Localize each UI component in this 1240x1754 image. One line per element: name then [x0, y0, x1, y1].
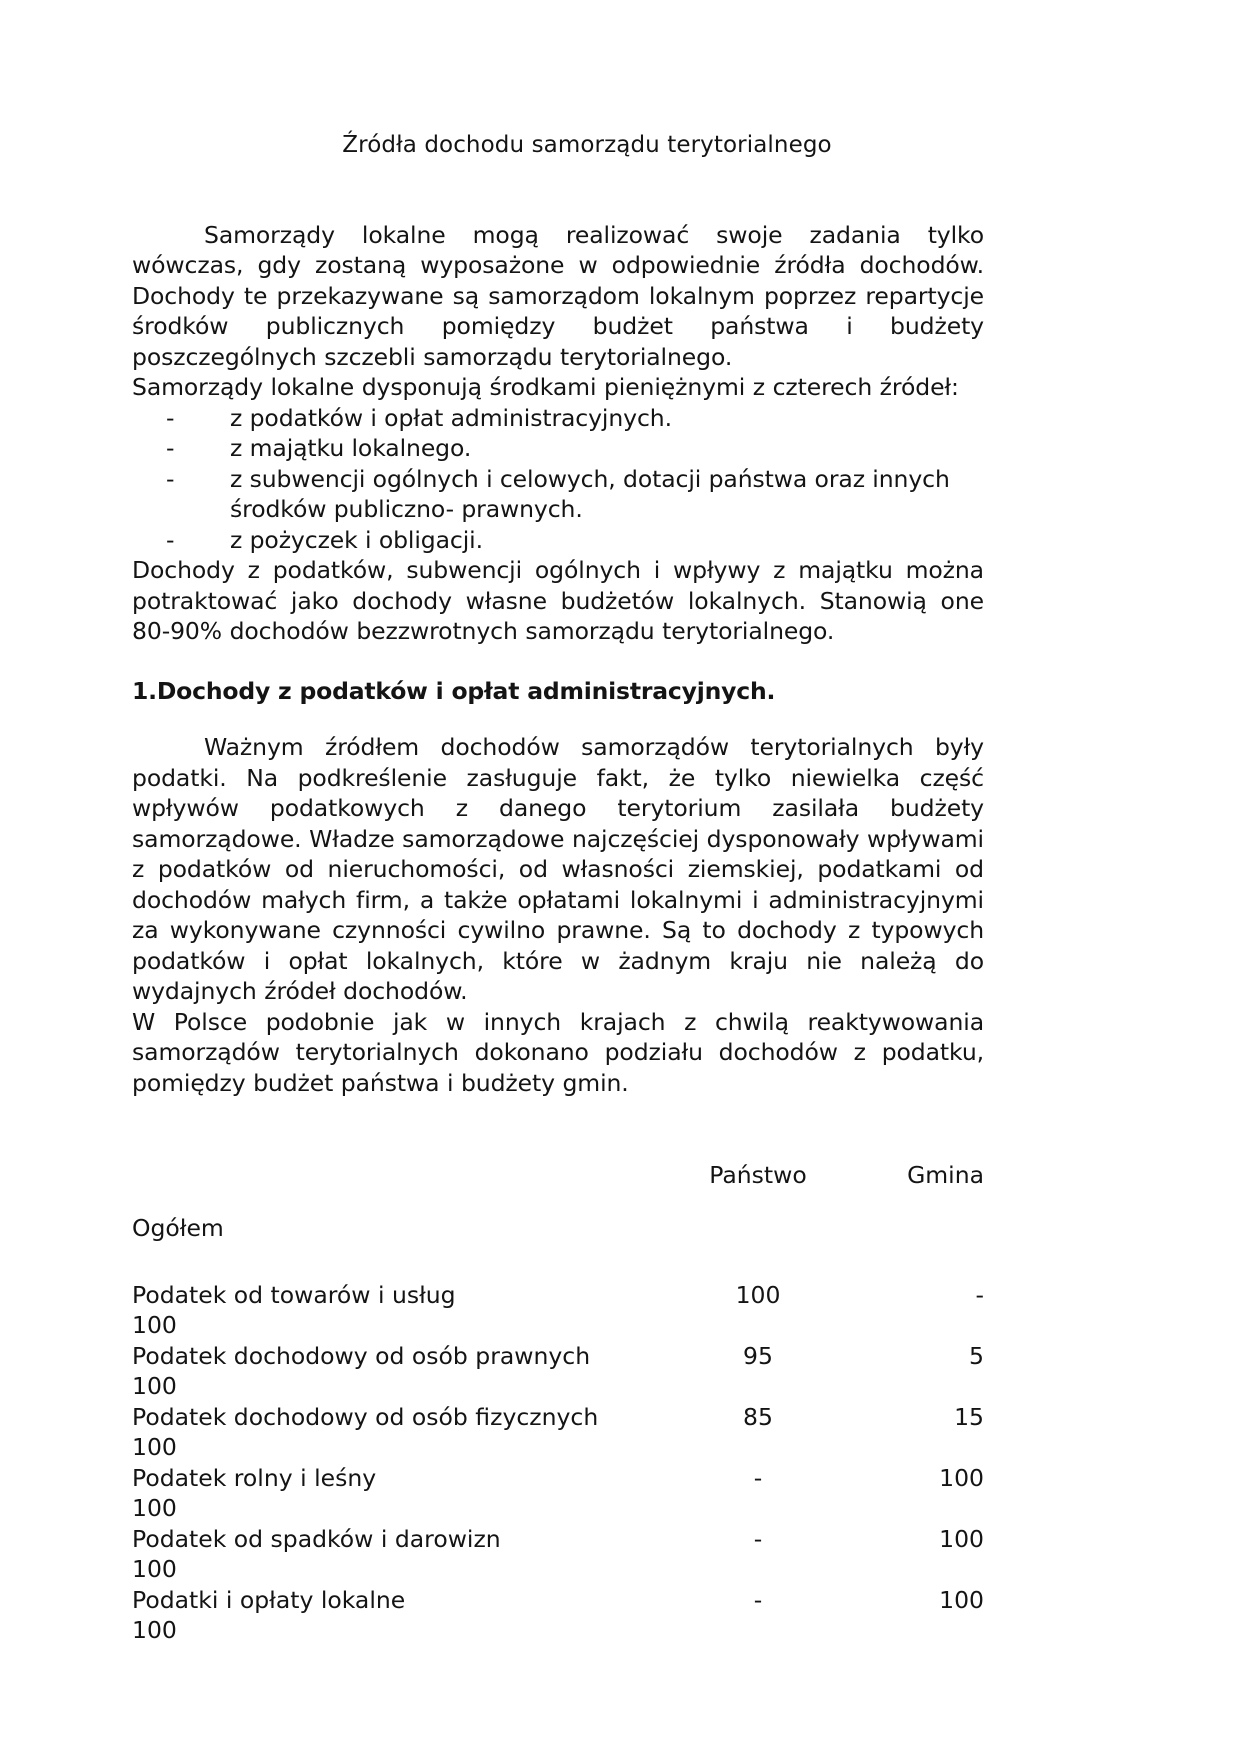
paragraph-poland: W Polsce podobnie jak w innych krajach z chwilą reaktywowania samorządów terytorialnych dokonano podziału dochodów z podatku, pomiędzy budżet państwa i budżety gmin. — [132, 1007, 984, 1097]
row-value-ogolem: 100 — [132, 1372, 177, 1401]
list-item-label: z subwencji ogólnych i celowych, dotacji państwa oraz innych środków publiczno- prawnych. — [230, 464, 950, 524]
row-value-panstwo: - — [753, 1524, 763, 1553]
list-item-label: z pożyczek i obligacji. — [230, 525, 483, 554]
paragraph-taxes: Ważnym źródłem dochodów samorządów terytorialnych były podatki. Na podkreślenie zasługuje fakt, że tylko niewielka część wpływów podatkowych z danego terytorium zasilała budżety samorządowe. Władze samorządowe najczęściej dysponowały wpływami z podatków od nieruchomości, od własności ziemskiej, podatkami od dochodów małych firm, a także opłatami lokalnymi i administracyjnymi za wykonywane czynności cywilno prawne. Są to dochody z typowych podatków i opłat lokalnych, które w żadnym kraju nie należą do wydajnych źródeł dochodów. — [132, 733, 984, 1006]
row-value-panstwo: 100 — [735, 1280, 781, 1309]
title-spacer — [132, 160, 984, 220]
revenue-split-table — [132, 1160, 984, 1646]
list-dash-marker: - — [166, 403, 175, 432]
row-value-panstwo: 95 — [743, 1341, 773, 1370]
row-value-gmina: 100 — [939, 1585, 984, 1614]
row-value-ogolem: 100 — [132, 1433, 177, 1462]
table-row — [132, 1341, 984, 1372]
row-value-gmina: 100 — [939, 1463, 984, 1492]
row-value-gmina: 100 — [939, 1524, 984, 1553]
row-label: Podatek od spadków i darowizn — [132, 1524, 501, 1553]
section-heading-1: 1.Dochody z podatków i opłat administracyjnych. — [132, 676, 776, 705]
row-label: Podatek dochodowy od osób prawnych — [132, 1341, 591, 1370]
row-value-gmina: - — [975, 1280, 984, 1309]
row-value-gmina: 15 — [954, 1402, 984, 1431]
list-dash-marker: - — [166, 525, 175, 554]
row-value-panstwo: - — [753, 1585, 763, 1614]
sources-list — [132, 403, 984, 556]
page-content — [132, 0, 984, 1646]
row-label: Podatek rolny i leśny — [132, 1463, 377, 1492]
table-row — [132, 1524, 984, 1555]
list-item — [132, 403, 984, 434]
list-item-label: z podatków i opłat administracyjnych. — [230, 403, 672, 432]
table-header-row — [132, 1160, 984, 1191]
column-header-panstwo: Państwo — [709, 1161, 807, 1190]
row-label: Podatek od towarów i usług — [132, 1280, 456, 1309]
list-dash-marker: - — [166, 434, 175, 463]
column-header-ogolem: Ogółem — [132, 1214, 224, 1243]
page-title: Źródła dochodu samorządu terytorialnego — [342, 132, 832, 158]
list-dash-marker: - — [166, 464, 175, 493]
paragraph-intro: Samorządy lokalne mogą realizować swoje zadania tylko wówczas, gdy zostaną wyposażone w odpowiednie źródła dochodów. Dochody te przekazywane są samorządom lokalnym poprzez repartycje środków publicznych pomiędzy budżet państwa i budżety poszczególnych szczebli samorządu terytorialnego. — [132, 220, 984, 371]
row-value-ogolem: 100 — [132, 1616, 177, 1645]
row-label: Podatek dochodowy od osób fizycznych — [132, 1402, 599, 1431]
table-row — [132, 1463, 984, 1494]
row-value-panstwo: - — [753, 1463, 763, 1492]
list-item — [132, 433, 984, 464]
list-item — [132, 464, 984, 525]
paragraph-own-revenue: Dochody z podatków, subwencji ogólnych i wpływy z majątku można potraktować jako dochody własne budżetów lokalnych. Stanowią one 80-90% dochodów bezzwrotnych samorządu terytorialnego. — [132, 556, 984, 646]
table-body — [132, 1280, 984, 1646]
row-label: Podatki i opłaty lokalne — [132, 1585, 406, 1614]
list-item — [132, 525, 984, 556]
row-value-gmina: 5 — [969, 1341, 984, 1370]
row-value-ogolem: 100 — [132, 1494, 177, 1523]
list-item-label: z majątku lokalnego. — [230, 434, 472, 463]
row-value-ogolem: 100 — [132, 1311, 177, 1340]
row-value-ogolem: 100 — [132, 1555, 177, 1584]
row-value-panstwo: 85 — [743, 1402, 773, 1431]
table-row — [132, 1585, 984, 1616]
column-header-gmina: Gmina — [907, 1161, 984, 1190]
paragraph-four-sources-lead: Samorządy lokalne dysponują środkami pieniężnymi z czterech źródeł: — [132, 373, 959, 402]
table-row — [132, 1402, 984, 1433]
table-row — [132, 1280, 984, 1311]
